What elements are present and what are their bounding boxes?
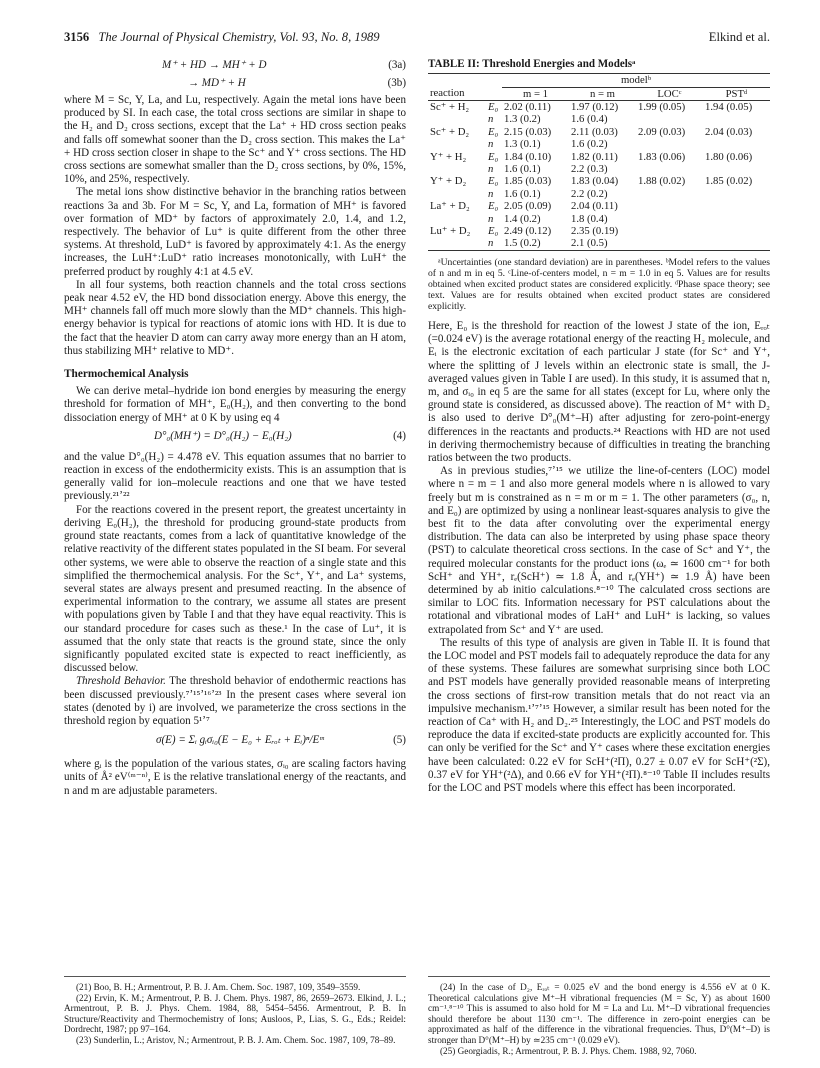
table-cell: 1.6 (0.2) (571, 138, 608, 151)
table-cell (636, 237, 703, 250)
footnote: (23) Sunderlin, L.; Aristov, N.; Armentrout, P. B. J. Am. Chem. Soc. 1987, 109, 78–89. (76, 1034, 396, 1045)
table-cell: n (488, 113, 494, 126)
table-cell: 2.02 (0.11) (504, 101, 551, 114)
table-cell (636, 225, 703, 237)
table-row (428, 138, 770, 150)
table-title: TABLE II: Threshold Energies and Modelsᵃ (428, 58, 636, 70)
table-column-header: LOCᶜ (636, 87, 703, 100)
paragraph: The metal ions show distinctive behavior in the branching ratios between reactions 3a and 3b. For M = Sc, Y, and La, formation of MH⁺ is favored over formation of MD⁺ by factors of approximately 2.0, 1.4, and 1.2, respectively. The behavior of Lu⁺ is quite different from the other three systems. At threshold, LuD⁺ is favored by approximately 4:1. As the energy increases, the LuH⁺:LuD⁺ ratio increases monotonically, with LuH⁺ the preferred product by roughly 4:1 at 4.5 eV. (64, 186, 406, 278)
table-cell: 2.2 (0.3) (571, 163, 608, 176)
table-cell (428, 237, 486, 250)
table-column-header: PSTᵈ (703, 87, 770, 100)
table-cell: 2.11 (0.03) (571, 125, 618, 138)
table-cell (428, 138, 486, 150)
table-cell: 1.3 (0.2) (504, 113, 541, 126)
table-cell: Y⁺ + H₂ (430, 150, 467, 163)
table-cell: 2.04 (0.11) (571, 200, 618, 213)
table-row (428, 225, 770, 237)
table-header-cell (486, 74, 502, 87)
table-cell: E₀ (488, 125, 499, 138)
table-cell: n (486, 237, 502, 250)
table-row (428, 200, 770, 212)
table-cell: La⁺ + D₂ (430, 200, 470, 213)
table-cell: E₀ (488, 200, 499, 213)
table-cell (636, 213, 703, 225)
journal-page (64, 30, 770, 1056)
equation-3b (64, 76, 406, 94)
table-column-header: m = 1 (502, 87, 569, 100)
header-authors: Elkind et al. (708, 30, 770, 44)
table-cell: n (488, 163, 494, 176)
table-cell: 1.85 (0.02) (704, 175, 753, 188)
table-cell (636, 138, 703, 150)
equation-5-body: σ(E) = Σᵢ gᵢσᵢ₀(E − E₀ + Eᵣₒₜ + Eᵢ)ⁿ/Eᵐ (156, 734, 324, 747)
table-cell (703, 237, 770, 250)
table-cell: 2.09 (0.03) (637, 125, 686, 138)
table-column-header: n = m (569, 87, 636, 100)
equation-5 (64, 733, 406, 753)
table-cell (636, 113, 703, 125)
table-cell: Sc⁺ + D₂ (430, 125, 470, 138)
table-cell: 1.4 (0.2) (504, 212, 541, 225)
paragraph: The results of this type of analysis are given in Table II. It is found that the LOC model and PST models fail to adequately reproduce the data for any of these systems. These failures are somewhat surprising since both LOC and PST models have generally provided reasonable means of interpreting the cross sections of first-row transition metals that do not react via an impulsive mechanism.¹ʼ⁷ʼ¹⁵ However, a similar result has been noted for the reaction of Ca⁺ with H₂ and D₂.²⁵ Interestingly, the LOC and PST models do reproduce the data if excited-state products are explicitly accounted for. This can only be verified for the Sc⁺ and Y⁺ cases where these excitation energies have been calculated: 0.22 eV for ScH⁺(²Π), 0.27 ± 0.07 eV for ScH⁺(²Σ), 0.37 eV for YH⁺(²Δ), and 0.66 eV for YH⁺(²Π).⁸⁻¹⁰ Table II includes results for the LOC and PST models where this effect has been incorporated. (428, 636, 770, 794)
footnote: (25) Georgiadis, R.; Armentrout, P. B. J. Phys. Chem. 1988, 92, 7060. (440, 1045, 697, 1056)
table-cell (636, 188, 703, 200)
table-cell: 1.99 (0.05) (637, 101, 686, 114)
table-row (428, 213, 770, 225)
paragraph: where gᵢ is the population of the various states, σᵢ₀ are scaling factors having units of Å² eV⁽ᵐ⁻ⁿ⁾, E is the relative translational energy of the reactants, and n and m are adjustable parameters. (64, 758, 406, 797)
footnote: (22) Ervin, K. M.; Armentrout, P. B. J. Chem. Phys. 1987, 86, 2659–2673. Elkind, J. L.; Armentrout, P. B. J. Phys. Chem. 1984, 88, 5454–5456. Armentrout, P. B. In Structure/Reactivity and Thermochemistry of Ions; Ausloos, P., Lias, S. G., Eds.; Reidel: Dordrecht, 1987; pp 97–164. (64, 992, 406, 1035)
section-title: Thermochemical Analysis (64, 368, 189, 381)
table-cell: 2.2 (0.2) (571, 187, 608, 200)
equation-3b-number: (3b) (387, 77, 406, 89)
right-column (428, 58, 770, 795)
table-cell: E₀ (488, 150, 499, 163)
table-row (428, 151, 770, 163)
header-left (64, 30, 380, 45)
paragraph: For the reactions covered in the present report, the greatest uncertainty in deriving E₀(H₂), the threshold for producing ground-state products from ground state reactants, comes from a lack of quantitative knowledge of the relative reactivity of the different states populated in the SI beam. For several other systems, we were able to observe the reaction of a single state and this simplified the thermochemical analysis. For the Sc⁺, Y⁺, and La⁺ systems, several states are always present and presumed reacting. In the absence of experimental information to the contrary, we assume all states are present with populations given by Table I and that they have equal reactivity. This is our standard procedure for cases such as these.¹ In the case of Lu⁺, it is assumed that the only state that reacts is the ground state, since the only significantly populated excited state is expected to react inefficiently, as discussed below. (64, 503, 406, 675)
table-header-cell (428, 74, 486, 87)
table-cell (703, 188, 770, 200)
table-cell: 1.85 (0.03) (504, 175, 552, 188)
table-footnote: ᵃUncertainties (one standard deviation) are in parentheses. ᵇModel refers to the values of n and m in eq 5. ᶜLine-of-centers model, n = m = 1.0 in eq 5. Values are for results obtained when excited product states are considered explicitly. ᵈPhase space theory; see text. Values are for results obtained when excited product states are considered explicitly. (428, 256, 770, 312)
paragraph: In all four systems, both reaction channels and the total cross sections peak near 4.52 eV, the HD bond dissociation energy. Above this energy, the MH⁺ channels fall off much more slowly than the MD⁺ channels. This high-energy behavior is typical for reactions of atomic ions with HD. It is due to the fact that the heavier D atom can carry away more energy than an H atom, thus stabilizing MH⁺ relative to MD⁺. (64, 278, 406, 357)
table-cell (703, 138, 770, 150)
equation-4 (64, 429, 406, 447)
table-cell: 1.6 (0.4) (571, 113, 608, 126)
table-body (428, 101, 770, 251)
paragraph: We can derive metal–hydride ion bond energies by measuring the energy threshold for formation of MH⁺, E₀(H₂), and then converting to the bond dissociation energy of MH⁺ at 0 K by using eq 4 (64, 385, 406, 424)
table-cell (428, 213, 486, 225)
table-cell: 1.94 (0.05) (704, 101, 753, 114)
table-cell: 1.84 (0.10) (504, 150, 552, 163)
paragraph: where M = Sc, Y, La, and Lu, respectively. Again the metal ions have been produced by SI. In each case, the total cross sections are similar in shape to the H₂ and D₂ cross sections, except that the La⁺ + HD cross section peaks and falls off somewhat sooner than the D₂ cross section. This makes the La⁺ + HD cross section closer in shape to the Sc⁺ and Y⁺ cross sections. The HD cross sections are somewhat smaller than the D₂ cross sections, by 0%, 15%, 10%, and 25%, respectively. (64, 94, 406, 186)
equation-4-body: D°₀(MH⁺) = D°₀(H₂) − E₀(H₂) (154, 429, 292, 442)
table-model-header: modelᵇ (502, 74, 770, 87)
table-cell: 2.05 (0.09) (504, 200, 552, 213)
table-cell: E₀ (488, 225, 499, 238)
threshold-table (428, 73, 770, 251)
table-row (428, 126, 770, 138)
table-cell: 2.49 (0.12) (504, 225, 552, 238)
table-cell: 1.6 (0.1) (504, 163, 541, 176)
table-cell: 1.8 (0.4) (571, 212, 608, 225)
table-cell: 1.83 (0.04) (571, 175, 619, 188)
table-cell (636, 200, 703, 212)
table-cell (428, 113, 486, 125)
footnote: (24) In the case of D₂, Eᵣₒₜ = 0.025 eV and the bond energy is 4.556 eV at 0 K. Theoretical calculations give M⁺–H vibrational frequencies (M = Sc, Y) as about 1600 cm⁻¹.⁸⁻¹⁰ This is assumed to also hold for M = La and Lu. M⁺–D vibrational frequencies should therefore be about 1130 cm⁻¹. The difference in zero-point energies can be approximated as half of the difference in the vibrational frequencies. Thus, D°(M⁺–D) is stronger than D°(M⁺–H) by ≃235 cm⁻¹ (0.029 eV). (428, 982, 770, 1045)
table-row (428, 101, 770, 114)
paragraph-body: The threshold behavior of endothermic reactions has been discussed previously.⁷ʼ¹⁵ʼ¹⁶ʼ²³ In the present cases where several ion states (denoted by i) are involved, we parameterize the cross sections in the threshold region by equation 5¹ʼ⁷ (64, 675, 406, 727)
table-cell: Sc⁺ + H₂ (430, 101, 470, 114)
table-cell: E₀ (488, 101, 499, 114)
table-cell (703, 213, 770, 225)
equation-3a-number: (3a) (388, 59, 406, 71)
table-cell (703, 200, 770, 212)
equation-3b-body: → MD⁺ + H (188, 77, 246, 89)
table-cell (428, 188, 486, 200)
table-cell: E₀ (488, 175, 499, 188)
equation-3a (64, 58, 406, 76)
table-cell: 1.82 (0.11) (571, 150, 618, 163)
table-cell: 1.80 (0.06) (704, 150, 753, 163)
table-cell: 1.6 (0.1) (504, 187, 541, 200)
table-cell (703, 163, 770, 175)
table-cell (703, 113, 770, 125)
footnote: (21) Boo, B. H.; Armentrout, P. B. J. Am. Chem. Soc. 1987, 109, 3549–3559. (76, 982, 361, 992)
table-cell: 1.3 (0.1) (504, 138, 541, 151)
table-cell (636, 163, 703, 175)
footnotes-left (64, 976, 406, 1046)
journal-citation: The Journal of Physical Chemistry, Vol. 93, No. 8, 1989 (98, 30, 380, 44)
paragraph: Here, E₀ is the threshold for reaction of the lowest J state of the ion, Eᵣₒₜ (=0.024 eV) is the average rotational energy of the reacting H₂ molecule, and Eᵢ is the electronic excitation of each particular J state (for Sc⁺ and Y⁺, where the splitting of J levels within an electronic state is small, the J-averaged values given in Table I are used). In this study, it is assumed that n, m, and σᵢ₀ in eq 5 are the same for all states (except for Lu, where only the ground state is considered, as discussed above). The reaction of M⁺ with D₂ is also used to derive D°₀(M⁺–H) after adjusting for zero-point-energy differences in the reactants and products.²⁴ Reactions with HD are not used in deriving thermochemistry because of difficulties in treating the branching ratios between the two products. (428, 319, 770, 464)
table-row (428, 188, 770, 200)
footnotes-right (428, 976, 770, 1056)
table-row (428, 237, 770, 250)
table-cell: Y⁺ + D₂ (430, 175, 467, 188)
table-row (428, 175, 770, 187)
table-cell: 1.97 (0.12) (571, 101, 619, 114)
table-cell: 2.15 (0.03) (504, 125, 552, 138)
table-column-header: reaction (428, 87, 486, 100)
paragraph: As in previous studies,⁷ʼ¹⁵ we utilize the line-of-centers (LOC) model where n = m = 1 and also more general models where n is allowed to vary freely but m is constrained as n = m or m = 1. The other parameters (σ₀, n, and E₀) are optimized by using a nonlinear least-squares analysis to give the best fit to the data after convoluting over the experimental energy distribution. The data can also be interpreted by using phase space theory (PST) to calculate theoretical cross sections. In the case of Sc⁺ and Y⁺, the required molecular constants for the product ions (ωₑ ≃ 1600 cm⁻¹ for both ScH⁺ and YH⁺, rₑ(ScH⁺) ≃ 1.8 Å, and rₑ(YH⁺) ≃ 1.9 Å) have been determined by ab initio calculations.⁸⁻¹⁰ The calculated cross sections are similar to LOC fits. Information necessary for PST calculations about the rotational and vibrational modes of LaH⁺ and LuH⁺ is lacking, so values extrapolated from Sc⁺ and Y⁺ are used. (428, 465, 770, 636)
table-cell: 2.04 (0.03) (704, 125, 753, 138)
table-header-row (428, 87, 770, 100)
table-row (428, 113, 770, 125)
table-cell: n (488, 138, 494, 151)
equation-5-number: (5) (393, 734, 406, 747)
paragraph (64, 675, 406, 728)
table-cell: Lu⁺ + D₂ (430, 225, 471, 238)
left-column (64, 58, 406, 798)
equation-4-number: (4) (393, 429, 406, 442)
running-header (64, 30, 770, 48)
table-row (428, 163, 770, 175)
equation-3a-body: M⁺ + HD → MH⁺ + D (162, 59, 267, 71)
paragraph-lead: Threshold Behavior. (76, 675, 166, 688)
table-cell: n (488, 187, 494, 200)
table-column-header (486, 87, 502, 100)
table-cell: n (488, 212, 494, 225)
table-cell (428, 163, 486, 175)
page-number: 3156 (64, 30, 90, 44)
table-cell: 2.35 (0.19) (571, 225, 619, 238)
table-cell: 1.88 (0.02) (637, 175, 686, 188)
paragraph: and the value D°₀(H₂) = 4.478 eV. This equation assumes that no barrier to reaction in excess of the endothermicity exists. This is an assumption that is generally valid for ion–molecule reactions and one that we have tested previously.²¹ʼ²² (64, 450, 406, 503)
table-cell: 2.1 (0.5) (569, 237, 636, 250)
table-cell: 1.83 (0.06) (637, 150, 686, 163)
table-cell: 1.5 (0.2) (502, 237, 569, 250)
table-cell (703, 225, 770, 237)
